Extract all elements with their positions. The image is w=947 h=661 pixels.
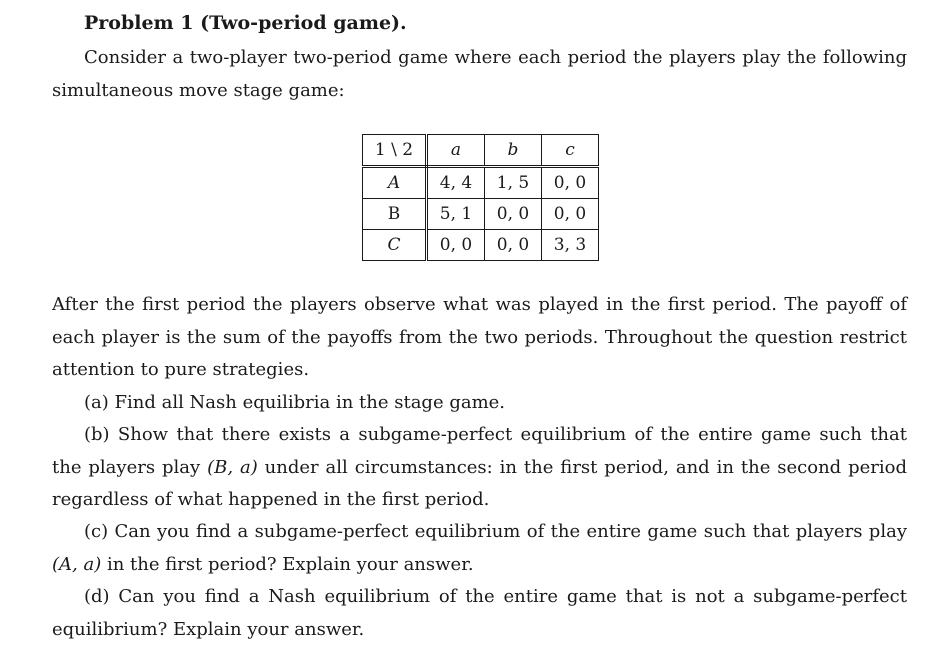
table-row bbox=[363, 199, 599, 230]
payoff-matrix bbox=[362, 134, 599, 261]
problem-description: After the first period the players observe what was played in the first period. The payoff of each player is the sum of the payoffs from the two periods. Throughout the question restrict attention to pure strategies. bbox=[52, 294, 907, 380]
question-c bbox=[52, 516, 907, 581]
payoff-cell: 0, 0 bbox=[485, 230, 542, 261]
payoff-cell: 3, 3 bbox=[542, 230, 599, 261]
question-b-text-cont: under all circumstances: in the first period, and in the second period regardless of what happened in the first period. bbox=[52, 456, 908, 510]
col-header-a: a bbox=[427, 135, 485, 167]
payoff-cell: 1, 5 bbox=[485, 167, 542, 199]
question-b bbox=[52, 419, 907, 517]
row-header-B: B bbox=[363, 199, 427, 230]
matrix-corner-label: 1 \ 2 bbox=[363, 135, 427, 167]
payoff-cell: 0, 0 bbox=[485, 199, 542, 230]
table-row bbox=[363, 230, 599, 261]
payoff-cell: 0, 0 bbox=[542, 199, 599, 230]
question-b-text: (b) Show that there exists a subgame-perfect equilibrium of the entire game such that the players play bbox=[52, 424, 907, 478]
payoff-cell: 5, 1 bbox=[427, 199, 485, 230]
header-row bbox=[363, 135, 599, 167]
payoff-cell: 0, 0 bbox=[542, 167, 599, 199]
question-c-text: (c) Can you find a subgame-perfect equilibrium of the entire game such that players play bbox=[84, 521, 907, 542]
col-header-b: b bbox=[485, 135, 542, 167]
question-b-strategy: (B, a) bbox=[207, 456, 258, 478]
question-c-strategy: (A, a) bbox=[52, 553, 102, 575]
question-d: (d) Can you find a Nash equilibrium of the entire game that is not a subgame-perfect equilibrium? Explain your answer. bbox=[52, 586, 907, 640]
table-row bbox=[363, 167, 599, 199]
payoff-cell: 4, 4 bbox=[427, 167, 485, 199]
col-header-c: c bbox=[542, 135, 599, 167]
question-a: (a) Find all Nash equilibria in the stage game. bbox=[84, 392, 506, 413]
problem-intro: Consider a two-player two-period game where each period the players play the following simultaneous move stage game: bbox=[52, 47, 907, 101]
row-header-C: C bbox=[363, 230, 427, 261]
problem-title: Problem 1 (Two-period game). bbox=[84, 12, 407, 34]
question-c-text-cont: in the first period? Explain your answer. bbox=[101, 553, 474, 575]
row-header-A: A bbox=[363, 167, 427, 199]
payoff-cell: 0, 0 bbox=[427, 230, 485, 261]
